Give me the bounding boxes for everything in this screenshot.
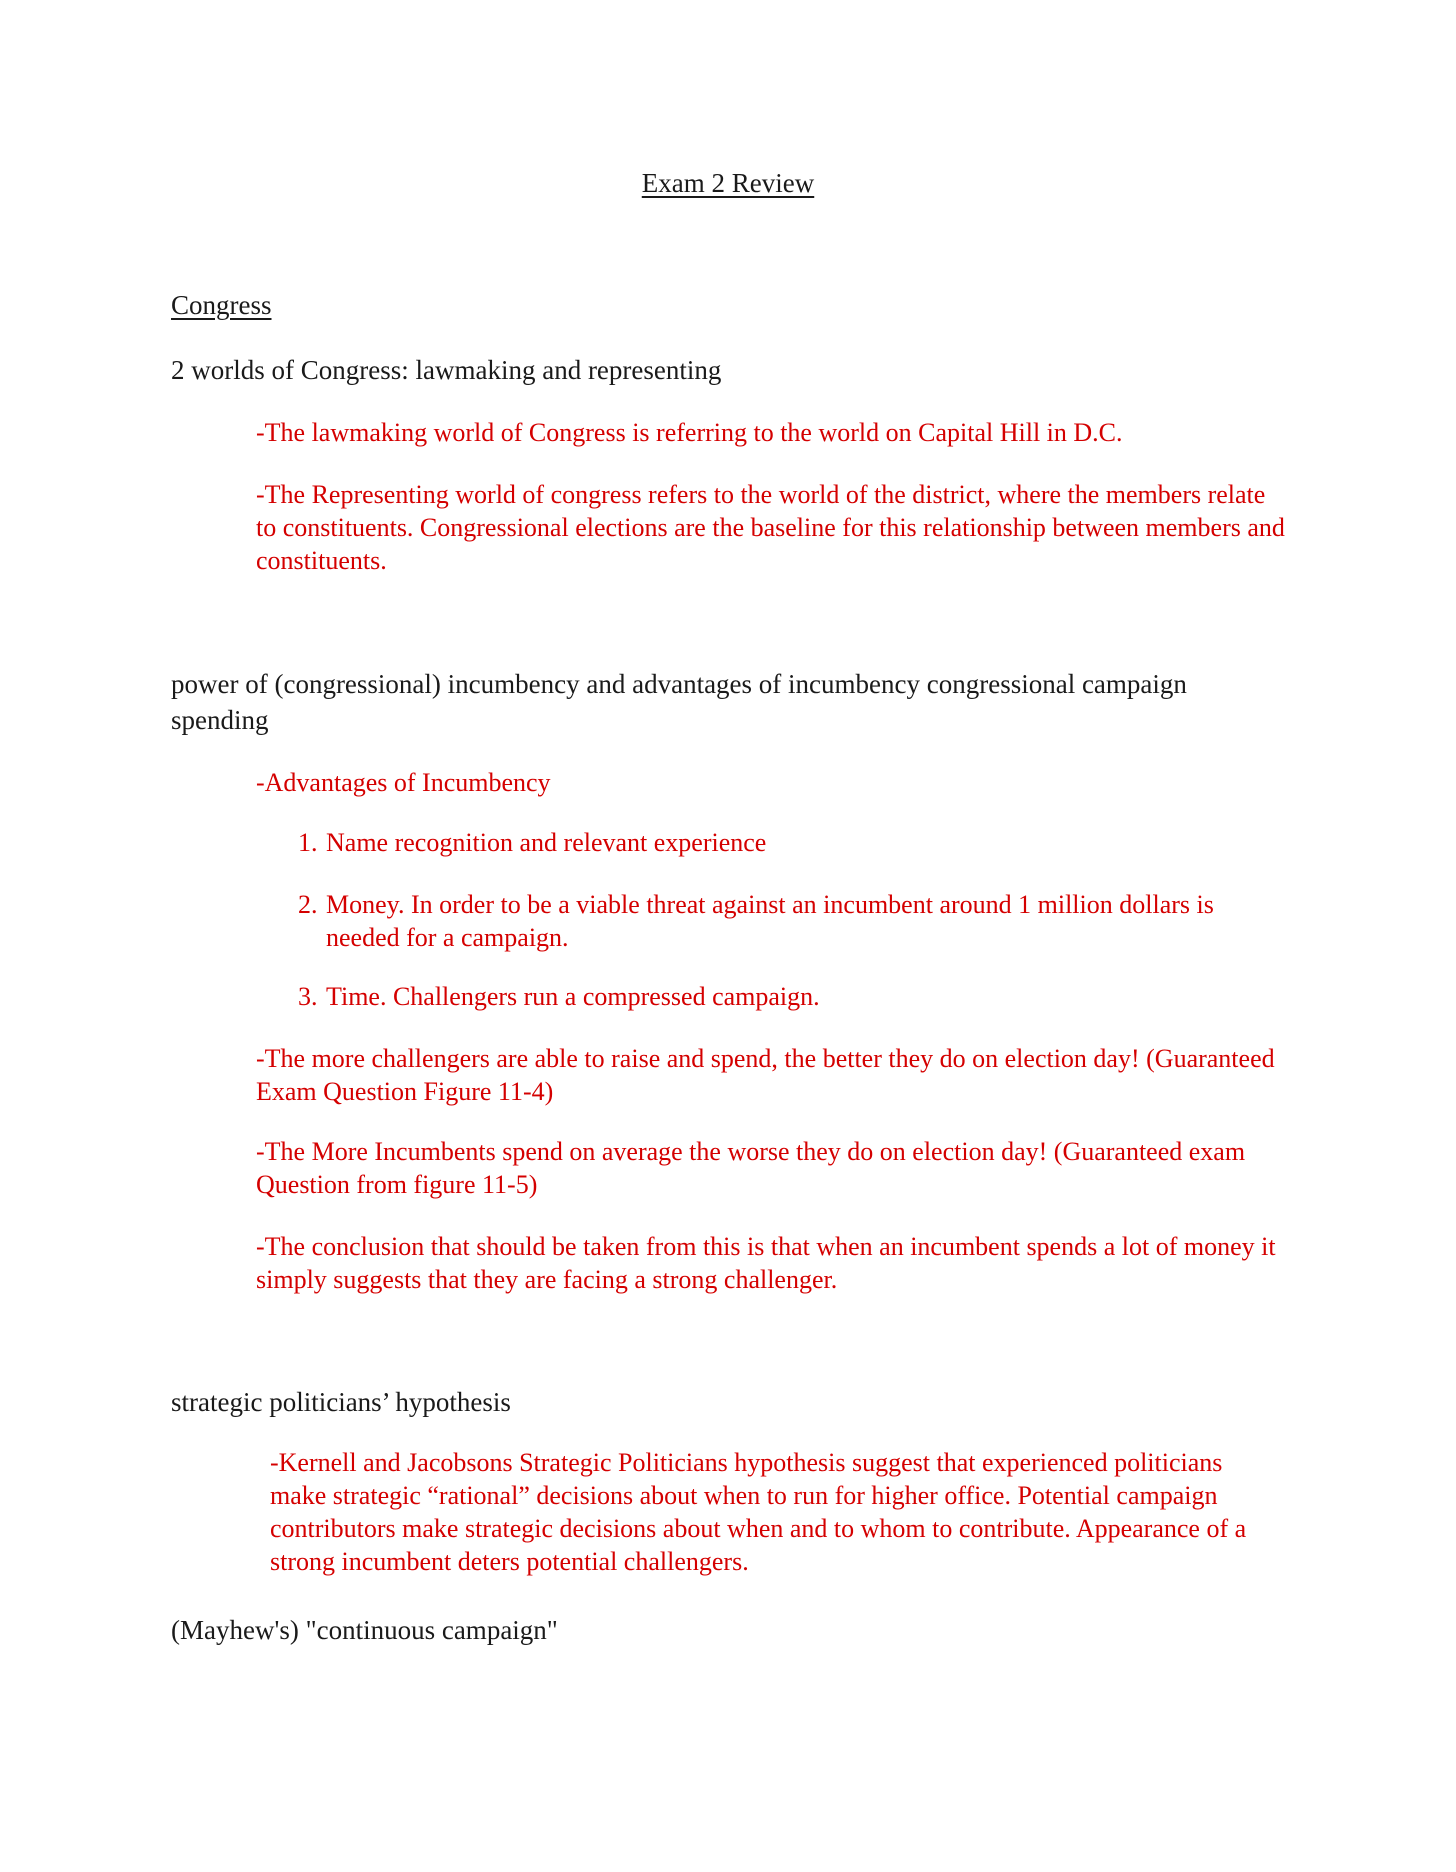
list-item: [298, 888, 1288, 954]
list-number: 3.: [298, 982, 318, 1011]
topic-heading-incumbency: power of (congressional) incumbency and advantages of incumbency congressional campaign spending: [171, 669, 1187, 735]
note-lawmaking-world: -The lawmaking world of Congress is referring to the world on Capital Hill in D.C.: [256, 418, 1123, 447]
note-incumbent-spending: -The More Incumbents spend on average the worse they do on election day! (Guaranteed exam Question from figure 11-5): [256, 1137, 1246, 1199]
topic-heading-continuous-campaign: (Mayhew's) "continuous campaign": [171, 1615, 558, 1645]
list-text: Money. In order to be a viable threat against an incumbent around 1 million dollars is needed for a campaign.: [326, 890, 1214, 952]
note-spending-conclusion: -The conclusion that should be taken from this is that when an incumbent spends a lot of money it simply suggests that they are facing a strong challenger.: [256, 1232, 1276, 1294]
topic-heading-two-worlds: 2 worlds of Congress: lawmaking and representing: [171, 355, 722, 385]
note-advantages-heading: -Advantages of Incumbency: [256, 768, 551, 797]
note-strategic-politicians: -Kernell and Jacobsons Strategic Politicians hypothesis suggest that experienced politicians make strategic “rational” decisions about when to run for higher office. Potential campaign contributors make strategic decisions about when and to whom to contribute. Appearance of a strong incumbent deters potential challengers.: [270, 1448, 1247, 1576]
list-item: [298, 980, 1288, 1013]
topic-heading-strategic-politicians: strategic politicians’ hypothesis: [171, 1387, 511, 1417]
list-item: [298, 826, 1288, 859]
list-text: Time. Challengers run a compressed campaign.: [326, 982, 820, 1011]
list-number: 1.: [298, 828, 318, 857]
document-title: Exam 2 Review: [641, 168, 815, 198]
list-text: Name recognition and relevant experience: [326, 828, 767, 857]
note-challenger-spending: -The more challengers are able to raise and spend, the better they do on election day! (Guaranteed Exam Question Figure 11-4): [256, 1044, 1275, 1106]
section-heading-congress: Congress: [171, 290, 272, 320]
note-representing-world: -The Representing world of congress refers to the world of the district, where the members relate to constituents. Congressional elections are the baseline for this relationship between members and constituents.: [256, 480, 1285, 575]
list-number: 2.: [298, 890, 318, 919]
